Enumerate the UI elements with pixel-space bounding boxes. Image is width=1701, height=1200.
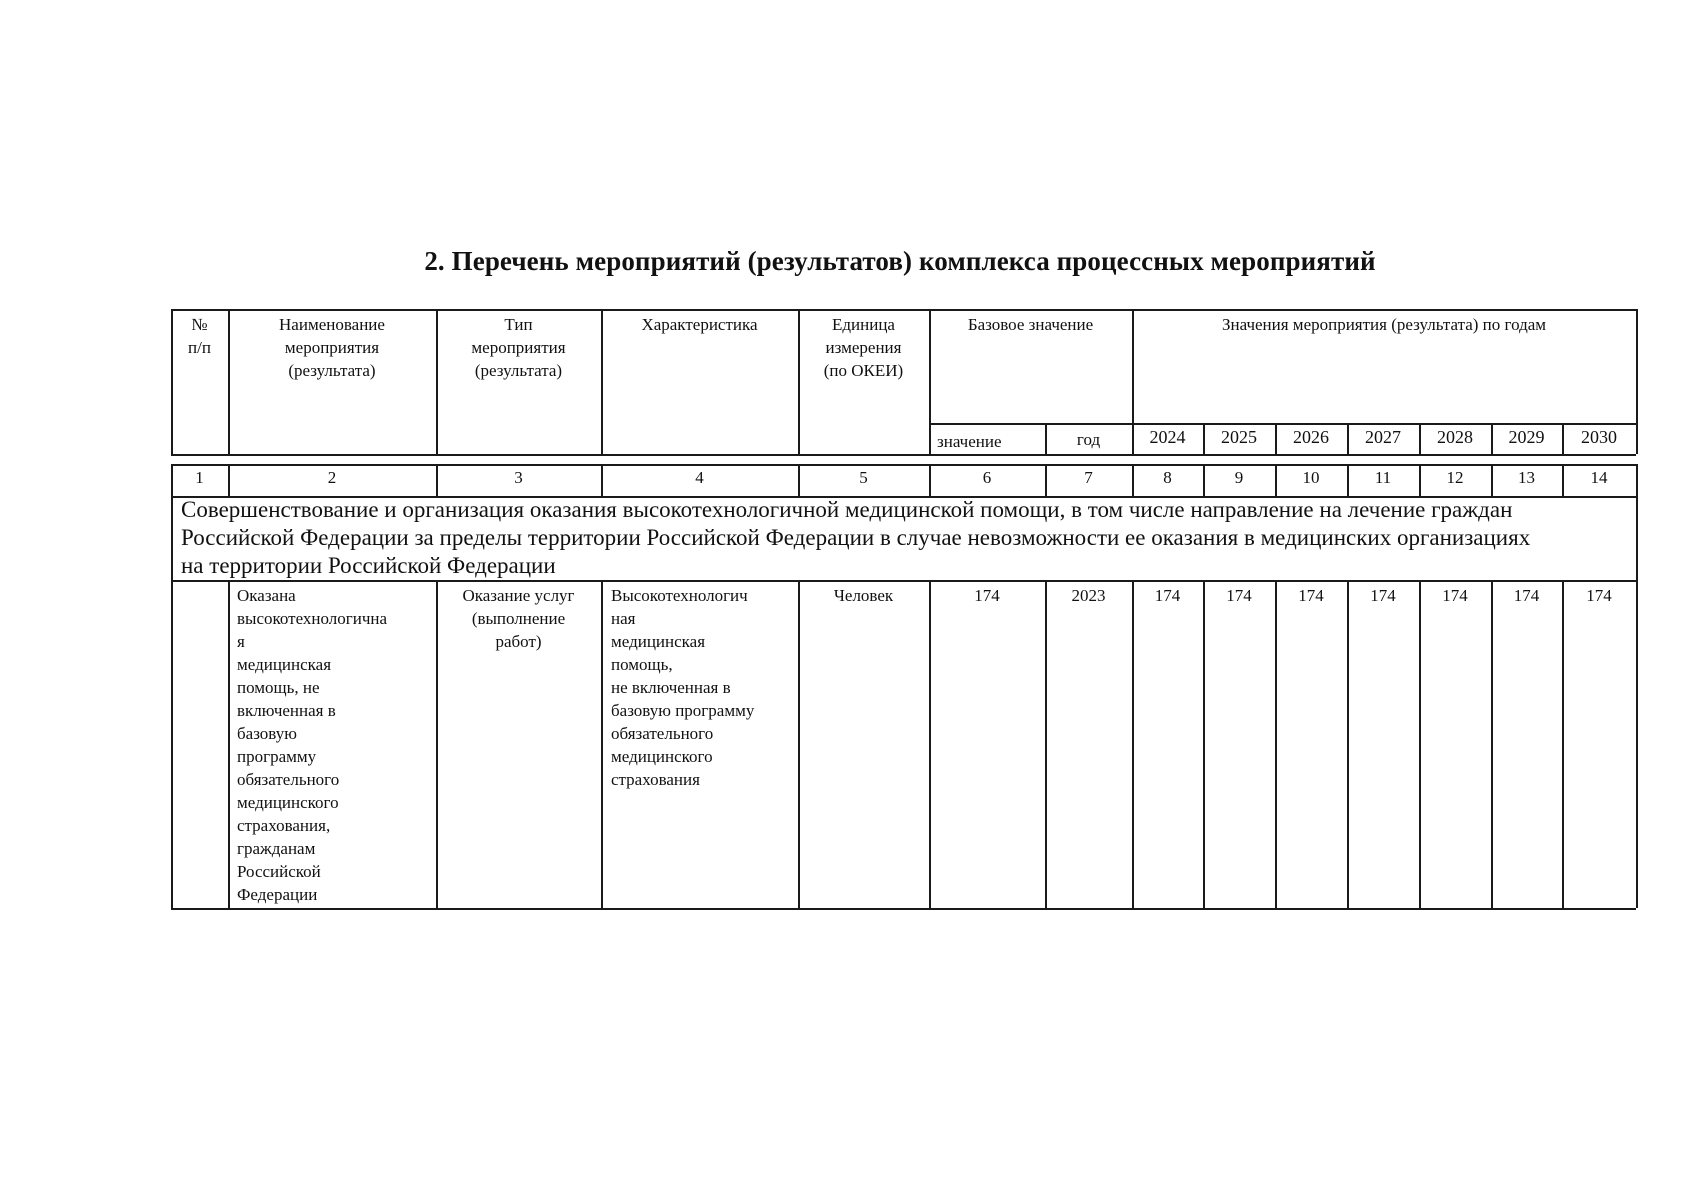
text-line: высокотехнологична [237, 609, 388, 628]
data-col-rule [1491, 580, 1493, 908]
page-title: 2. Перечень мероприятий (результатов) комплекса процессных мероприятий [424, 246, 1376, 276]
text-line: Единица [832, 315, 895, 334]
row-year-value: 174 [1442, 586, 1468, 605]
text-line: Федерации [237, 885, 318, 904]
header-sub-rule [929, 423, 1636, 425]
data-col-rule [798, 580, 800, 908]
row-type [438, 584, 599, 653]
header-year-2026: 2026 [1293, 427, 1329, 447]
text-line: ная [611, 609, 636, 628]
column-number: 3 [514, 468, 523, 487]
data-col-rule [929, 580, 931, 908]
column-number: 2 [327, 468, 337, 487]
header-base-year-sub: год [1076, 430, 1101, 449]
header-name [230, 313, 434, 382]
text-line: не включенная в [611, 678, 731, 697]
row-year-value: 174 [1513, 586, 1540, 605]
text-line: измерения [825, 338, 902, 357]
text-line: (по ОКЕИ) [823, 361, 904, 380]
table-left-rule [171, 496, 173, 908]
row-year-value: 174 [1586, 586, 1612, 605]
section-bottom-rule [171, 580, 1636, 582]
column-number: 4 [695, 468, 704, 487]
column-number: 12 [1446, 468, 1464, 487]
header-year-2024: 2024 [1149, 427, 1186, 447]
row-name [237, 584, 427, 906]
header-type [438, 313, 599, 382]
section-title [181, 496, 1611, 580]
column-number: 9 [1234, 468, 1244, 487]
header-base-value-sub: значение [937, 432, 1002, 451]
text-line: базовую программу [611, 701, 755, 720]
text-line: (результата) [288, 361, 376, 380]
text-line: гражданам [237, 839, 316, 858]
header-year-2029: 2029 [1508, 427, 1545, 447]
row-year-value: 174 [1226, 586, 1252, 605]
data-col-rule [601, 580, 603, 908]
header-year-2028: 2028 [1437, 427, 1473, 447]
text-line: я [237, 632, 245, 651]
text-line: Наименование [279, 315, 385, 334]
header-years-group: Значения мероприятия (результата) по годам [1221, 315, 1547, 334]
text-line: медицинская [237, 655, 332, 674]
column-number: 7 [1084, 468, 1093, 487]
text-line: Оказана [237, 586, 296, 605]
column-number: 6 [982, 468, 992, 487]
text-line: (выполнение [471, 609, 566, 628]
row-year-value: 174 [1154, 586, 1181, 605]
text-line: обязательного [611, 724, 714, 743]
text-line: страхования, [237, 816, 331, 835]
text-line: страхования [611, 770, 700, 789]
header-bottom-rule [171, 454, 1636, 456]
text-line: Российской Федерации за пределы территории Российской Федерации в случае невозможности ее оказания в медицинских организациях [181, 525, 1531, 550]
text-line: на территории Российской Федерации [181, 553, 556, 578]
header-year-2025: 2025 [1221, 427, 1257, 447]
data-col-rule [1045, 580, 1047, 908]
column-number: 13 [1518, 468, 1535, 487]
header-year-2027: 2027 [1365, 427, 1401, 447]
text-line: медицинского [237, 793, 339, 812]
data-col-rule [1132, 580, 1134, 908]
column-number: 8 [1163, 468, 1172, 487]
text-line: Тип [504, 315, 533, 334]
number-row-col-rule [1636, 464, 1638, 496]
row-year-value: 174 [1370, 586, 1396, 605]
text-line: мероприятия [471, 338, 566, 357]
text-line: мероприятия [284, 338, 380, 357]
header-col-rule [1636, 309, 1638, 454]
row-characteristic [611, 584, 788, 791]
header-num [173, 313, 226, 359]
text-line: медицинская [611, 632, 706, 651]
text-line: Оказание услуг [462, 586, 575, 605]
header-characteristic: Характеристика [641, 315, 758, 334]
text-line: помощь, не [237, 678, 320, 697]
data-col-rule [1203, 580, 1205, 908]
text-line: п/п [188, 338, 211, 357]
row-base-year: 2023 [1071, 586, 1106, 605]
text-line: обязательного [237, 770, 340, 789]
header-base-value: Базовое значение [967, 315, 1094, 334]
table-right-rule [1636, 496, 1638, 908]
data-col-rule [1275, 580, 1277, 908]
column-number: 1 [195, 468, 204, 487]
row-unit: Человек [833, 586, 894, 605]
header-top-rule [171, 309, 1636, 311]
text-line: медицинского [611, 747, 713, 766]
text-line: базовую [237, 724, 297, 743]
data-col-rule [228, 580, 230, 908]
data-col-rule [1419, 580, 1421, 908]
text-line: программу [237, 747, 317, 766]
header-year-2030: 2030 [1581, 427, 1617, 447]
text-line: помощь, [611, 655, 673, 674]
text-line: Совершенствование и организация оказания высокотехнологичной медицинской помощи, в том числе направление на лечение граждан [181, 497, 1513, 522]
text-line: Высокотехнологич [611, 586, 748, 605]
column-number: 5 [859, 468, 868, 487]
column-number: 14 [1590, 468, 1608, 487]
text-line: Российской [237, 862, 321, 881]
header-unit [800, 313, 927, 382]
text-line: № [191, 315, 208, 334]
row-year-value: 174 [1298, 586, 1324, 605]
table-bottom-rule [171, 908, 1636, 910]
text-line: работ) [495, 632, 542, 651]
text-line: (результата) [474, 361, 563, 380]
column-number: 10 [1302, 468, 1320, 487]
row-base-value: 174 [974, 586, 1000, 605]
data-col-rule [1347, 580, 1349, 908]
data-col-rule [1562, 580, 1564, 908]
text-line: включенная в [237, 701, 336, 720]
column-number: 11 [1374, 468, 1392, 487]
